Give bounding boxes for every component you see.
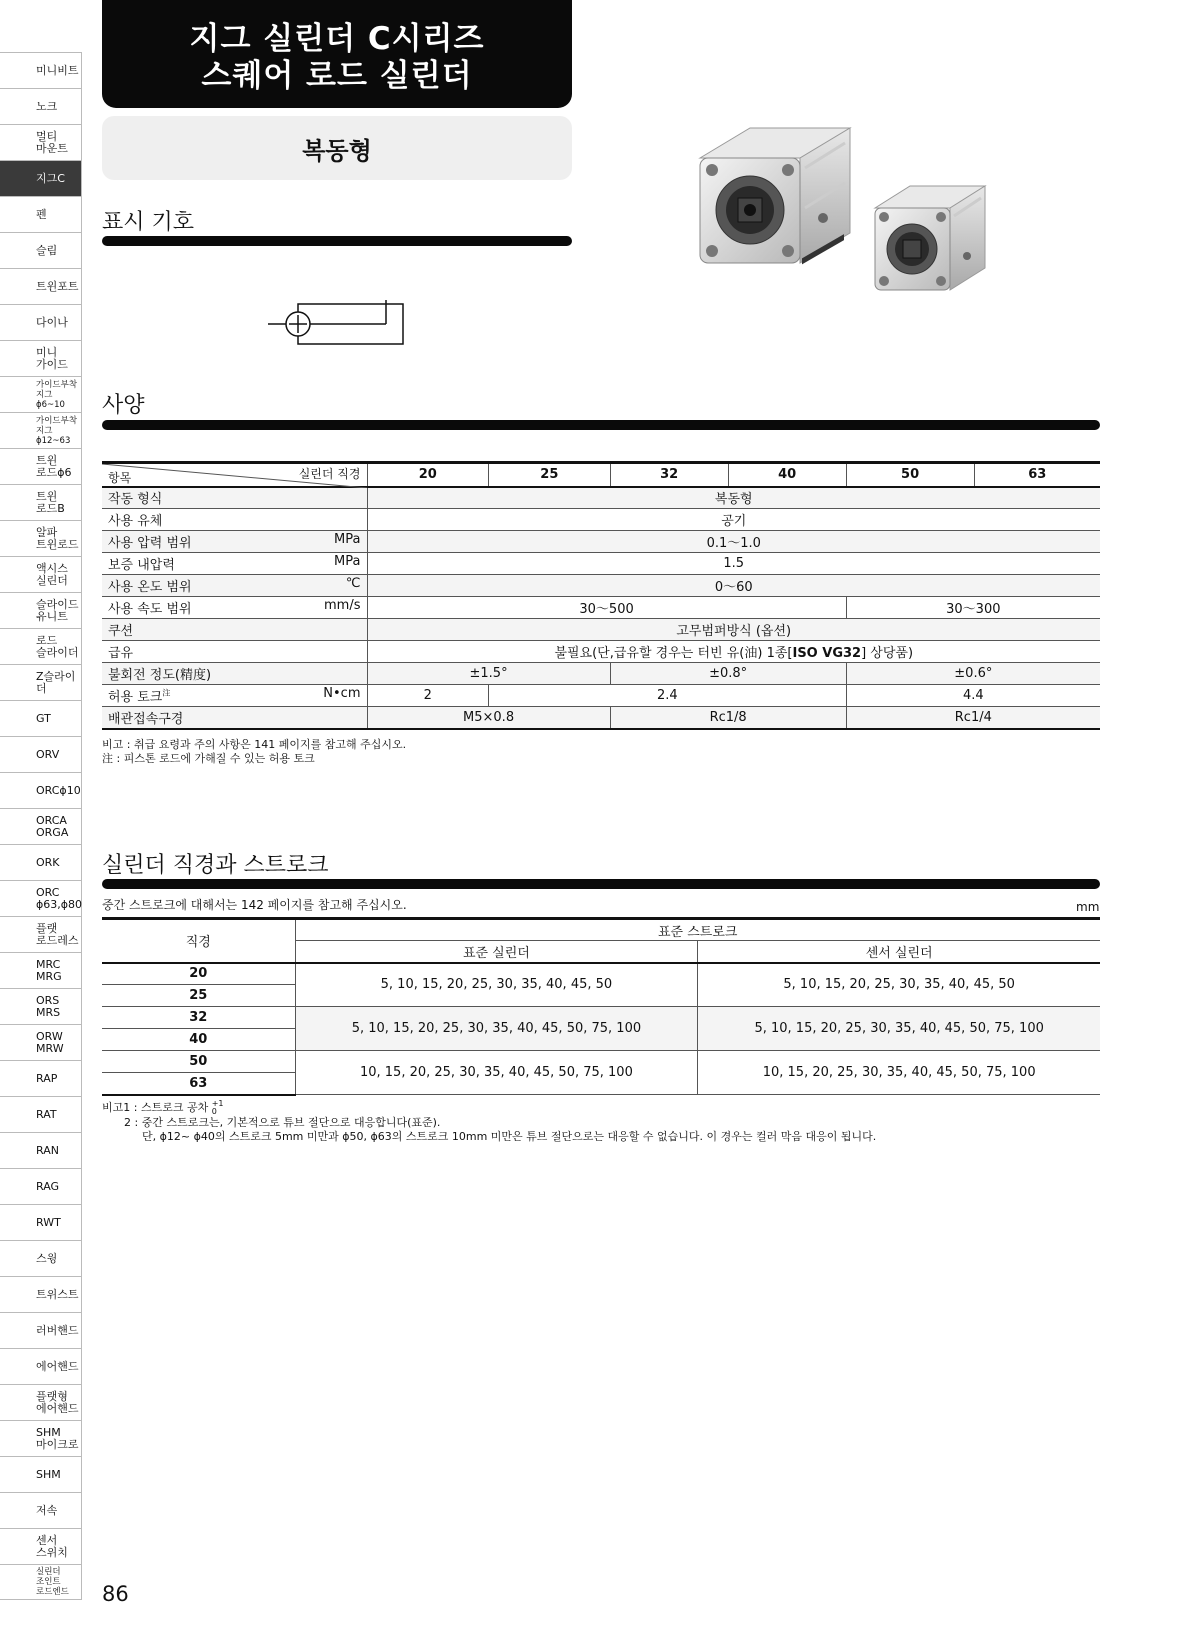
corner-label-item: 항목 bbox=[108, 470, 132, 485]
sidebar-item[interactable]: ORS MRS bbox=[0, 988, 82, 1024]
sidebar-item[interactable]: 에어핸드 bbox=[0, 1348, 82, 1384]
sidebar-item[interactable]: RAT bbox=[0, 1096, 82, 1132]
section-title-spec: 사양 bbox=[102, 393, 145, 418]
diameter-cell: 50 bbox=[102, 1051, 295, 1073]
stroke-table bbox=[102, 917, 1100, 1096]
spec-row-torque bbox=[102, 685, 1100, 707]
section-divider bbox=[102, 236, 572, 246]
page-title bbox=[102, 0, 572, 108]
row-label: 작동 형식 bbox=[102, 487, 367, 509]
sensor-stroke-cell: 5, 10, 15, 20, 25, 30, 35, 40, 45, 50, 75, 100 bbox=[698, 1007, 1100, 1051]
sidebar-item[interactable]: Z슬라이더 bbox=[0, 664, 82, 700]
row-label: 쿠션 bbox=[102, 619, 367, 641]
row-value: 30～300 bbox=[846, 597, 1100, 619]
sidebar-item[interactable]: 스윙 bbox=[0, 1240, 82, 1276]
sidebar-item[interactable]: 트윈 로드ϕ6 bbox=[0, 448, 82, 484]
row-label: 사용 속도 범위 mm/s bbox=[102, 597, 367, 619]
sidebar-item[interactable]: 액시스 실린더 bbox=[0, 556, 82, 592]
sidebar-item[interactable]: 플랫형 에어핸드 bbox=[0, 1384, 82, 1420]
row-value: 2.4 bbox=[489, 685, 847, 707]
diameter-cell: 40 bbox=[102, 1029, 295, 1051]
sidebar-item[interactable]: 슬라이드 유니트 bbox=[0, 592, 82, 628]
sidebar-item[interactable]: ORV bbox=[0, 736, 82, 772]
table-row bbox=[102, 1051, 1100, 1073]
diameter-cell: 32 bbox=[102, 1007, 295, 1029]
sidebar-item[interactable]: 펜 bbox=[0, 196, 82, 232]
sidebar-item[interactable]: 저속 bbox=[0, 1492, 82, 1528]
standard-stroke-cell: 5, 10, 15, 20, 25, 30, 35, 40, 45, 50 bbox=[295, 963, 698, 1007]
sidebar-item[interactable]: 트윈포트 bbox=[0, 268, 82, 304]
sidebar-item[interactable]: SHM bbox=[0, 1456, 82, 1492]
title-line-2: 스퀘어 로드 실린더 bbox=[201, 58, 473, 94]
sidebar-item[interactable]: 알파 트윈로드 bbox=[0, 520, 82, 556]
row-value: 2 bbox=[367, 685, 489, 707]
stroke-note-3: 단, ϕ12~ ϕ40의 스트로크 5mm 미만과 ϕ50, ϕ63의 스트로크 10mm 미만은 튜브 절단으로는 대응할 수 없습니다. 이 경우는 컬러 막음 대응이 됩니다. bbox=[142, 1130, 877, 1143]
tolerance-upper: +1 bbox=[211, 1099, 224, 1108]
row-value: 고무범퍼방식 (옵션) bbox=[367, 619, 1100, 641]
product-photo bbox=[690, 118, 1010, 318]
row-value: 불필요(단,급유할 경우는 터빈 유(油) 1종[ISO VG32] 상당품) bbox=[367, 641, 1100, 663]
row-value: Rc1/8 bbox=[610, 707, 846, 729]
spec-row-operation bbox=[102, 487, 1100, 509]
sidebar-item[interactable]: RAG bbox=[0, 1168, 82, 1204]
row-value: 복동형 bbox=[367, 487, 1100, 509]
sidebar-item[interactable]: MRC MRG bbox=[0, 952, 82, 988]
row-value: Rc1/4 bbox=[846, 707, 1100, 729]
title-line-1: 지그 실린더 C시리즈 bbox=[189, 21, 485, 57]
col-header-sensor-cylinder: 센서 실린더 bbox=[698, 941, 1100, 963]
section-title-symbol: 표시 기호 bbox=[102, 210, 195, 235]
spec-header-row bbox=[102, 463, 1100, 487]
spec-row-nonrotation bbox=[102, 663, 1100, 685]
diameter-header: 63 bbox=[974, 463, 1100, 487]
sidebar-item[interactable]: ORC ϕ63,ϕ80 bbox=[0, 880, 82, 916]
sidebar-item[interactable]: 로드 슬라이더 bbox=[0, 628, 82, 664]
corner-label-diameter: 실린더 직경 bbox=[298, 467, 361, 481]
stroke-intro: 중간 스트로크에 대해서는 142 페이지를 참고해 주십시오. bbox=[102, 898, 407, 912]
spec-row-lube bbox=[102, 641, 1100, 663]
stroke-unit: mm bbox=[1076, 900, 1100, 914]
diameter-header: 20 bbox=[367, 463, 489, 487]
col-header-standard-cylinder: 표준 실린더 bbox=[295, 941, 698, 963]
diameter-header: 50 bbox=[846, 463, 974, 487]
row-value: 30～500 bbox=[367, 597, 846, 619]
row-value: M5×0.8 bbox=[367, 707, 610, 729]
spec-row-speed bbox=[102, 597, 1100, 619]
sidebar-item[interactable]: RAN bbox=[0, 1132, 82, 1168]
sidebar-item[interactable]: 미니 가이드 bbox=[0, 340, 82, 376]
row-value: 0.1～1.0 bbox=[367, 531, 1100, 553]
sidebar-item[interactable]: RWT bbox=[0, 1204, 82, 1240]
section-title-stroke: 실린더 직경과 스트로크 bbox=[102, 853, 329, 878]
spec-row-cushion bbox=[102, 619, 1100, 641]
sidebar-item[interactable]: 플랫 로드레스 bbox=[0, 916, 82, 952]
sidebar-item[interactable]: 다이나 bbox=[0, 304, 82, 340]
row-value: ±0.8° bbox=[610, 663, 846, 685]
sidebar-item[interactable]: 트윈 로드B bbox=[0, 484, 82, 520]
diameter-header: 32 bbox=[610, 463, 728, 487]
row-label: 허용 토크$^注$ N•cm bbox=[102, 685, 367, 707]
sidebar-item[interactable]: 트위스트 bbox=[0, 1276, 82, 1312]
sidebar-item[interactable]: 러버핸드 bbox=[0, 1312, 82, 1348]
row-label: 급유 bbox=[102, 641, 367, 663]
stroke-note-1: 비고1 : 스트로크 공차 +1 0 bbox=[102, 1099, 224, 1116]
col-header-standard-stroke: 표준 스트로크 bbox=[295, 919, 1100, 941]
spec-table bbox=[102, 461, 1100, 730]
sidebar-item[interactable]: RAP bbox=[0, 1060, 82, 1096]
row-label: 배관접속구경 bbox=[102, 707, 367, 729]
row-value: 0～60 bbox=[367, 575, 1100, 597]
spec-note-1: 비고 : 취급 요령과 주의 사항은 141 페이지를 참고해 주십시오. bbox=[102, 738, 407, 751]
sidebar-item[interactable]: ORW MRW bbox=[0, 1024, 82, 1060]
row-value: ±1.5° bbox=[367, 663, 610, 685]
sidebar-index bbox=[0, 52, 82, 1600]
row-label: 사용 온도 범위 ℃ bbox=[102, 575, 367, 597]
sidebar-item[interactable]: 멀티 마운트 bbox=[0, 124, 82, 160]
spec-row-pressure bbox=[102, 531, 1100, 553]
table-row bbox=[102, 963, 1100, 985]
row-value: 4.4 bbox=[846, 685, 1100, 707]
row-label: 불회전 정도(精度) bbox=[102, 663, 367, 685]
sensor-stroke-cell: 10, 15, 20, 25, 30, 35, 40, 45, 50, 75, 100 bbox=[698, 1051, 1100, 1095]
row-value: 1.5 bbox=[367, 553, 1100, 575]
row-label: 사용 유체 bbox=[102, 509, 367, 531]
diameter-header: 25 bbox=[489, 463, 611, 487]
sidebar-item[interactable]: ORCA ORGA bbox=[0, 808, 82, 844]
sidebar-item[interactable]: GT bbox=[0, 700, 82, 736]
sidebar-item[interactable]: 가이드부착지그 ϕ12~63 bbox=[0, 412, 82, 448]
spec-row-fluid bbox=[102, 509, 1100, 531]
sidebar-item[interactable]: ORK bbox=[0, 844, 82, 880]
stroke-note-2: 2 : 중간 스트로크는, 기본적으로 튜브 절단으로 대응합니다(표준). bbox=[124, 1116, 441, 1129]
sidebar-item[interactable]: 슬림 bbox=[0, 232, 82, 268]
diameter-cell: 25 bbox=[102, 985, 295, 1007]
diameter-header: 40 bbox=[728, 463, 846, 487]
spec-note-2: 注 : 피스톤 로드에 가해질 수 있는 허용 토크 bbox=[102, 752, 315, 765]
row-label: 사용 압력 범위 MPa bbox=[102, 531, 367, 553]
sidebar-item[interactable]: 실린더 조인트 로드엔드 bbox=[0, 1564, 82, 1600]
diameter-cell: 20 bbox=[102, 963, 295, 985]
sidebar-item[interactable]: 미니비트 bbox=[0, 52, 82, 88]
sidebar-item[interactable]: SHM 마이크로 bbox=[0, 1420, 82, 1456]
standard-stroke-cell: 10, 15, 20, 25, 30, 35, 40, 45, 50, 75, 100 bbox=[295, 1051, 698, 1095]
diameter-cell: 63 bbox=[102, 1073, 295, 1095]
section-divider bbox=[102, 420, 1100, 430]
tolerance-lower: 0 bbox=[211, 1107, 217, 1116]
col-header-diameter: 직경 bbox=[102, 919, 295, 963]
sidebar-item[interactable]: 노크 bbox=[0, 88, 82, 124]
standard-stroke-cell: 5, 10, 15, 20, 25, 30, 35, 40, 45, 50, 75, 100 bbox=[295, 1007, 698, 1051]
sidebar-item[interactable]: 센서 스위치 bbox=[0, 1528, 82, 1564]
table-row bbox=[102, 1007, 1100, 1029]
section-divider bbox=[102, 879, 1100, 889]
sidebar-item[interactable]: 가이드부착지그 ϕ6~10 bbox=[0, 376, 82, 412]
spec-row-proof bbox=[102, 553, 1100, 575]
stroke-header-row bbox=[102, 919, 1100, 941]
row-label: 보증 내압력 MPa bbox=[102, 553, 367, 575]
row-value: ±0.6° bbox=[846, 663, 1100, 685]
sidebar-item[interactable]: 지그C bbox=[0, 160, 82, 196]
page-number: 86 bbox=[102, 1582, 129, 1606]
row-value: 공기 bbox=[367, 509, 1100, 531]
spec-row-port bbox=[102, 707, 1100, 729]
sensor-stroke-cell: 5, 10, 15, 20, 25, 30, 35, 40, 45, 50 bbox=[698, 963, 1100, 1007]
sidebar-item[interactable]: ORCϕ10 bbox=[0, 772, 82, 808]
cylinder-symbol-icon bbox=[268, 300, 408, 348]
spec-row-temp bbox=[102, 575, 1100, 597]
subtitle-double-acting: 복동형 bbox=[102, 116, 572, 180]
spec-corner-cell bbox=[102, 463, 367, 487]
